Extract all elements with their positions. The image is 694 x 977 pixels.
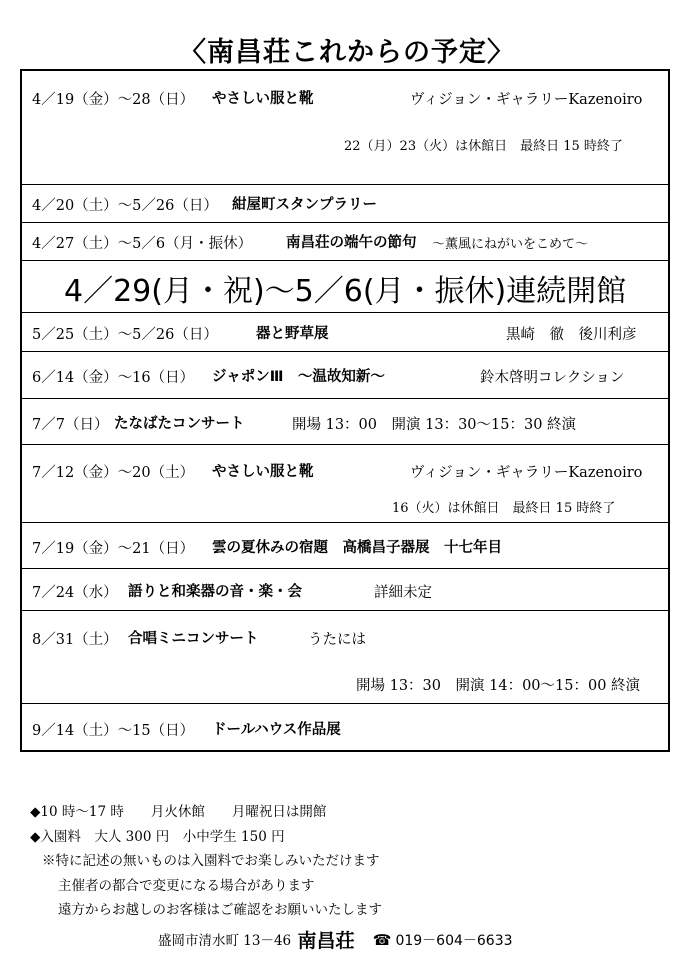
event-name: 雲の夏休みの宿題 高橋昌子器展 十七年目 <box>212 540 502 556</box>
opening-hours: ◆10 時～17 時 月火休館 月曜祝日は開館 <box>30 804 327 820</box>
event-row-9 <box>22 523 668 569</box>
event-name: たなばたコンサート <box>114 416 245 432</box>
event-date: 9／14（土）～15（日） <box>32 723 195 739</box>
event-people: 黒崎 徹 後川利彦 <box>506 327 637 343</box>
phone-number[interactable]: 019－604－6633 <box>395 933 513 949</box>
event-row-10 <box>22 569 668 611</box>
event-date: 7／7（日） <box>32 417 109 433</box>
event-venue: ヴィジョン・ギャラリーKazenoiro <box>410 92 643 108</box>
event-name: 合唱ミニコンサート <box>128 631 259 647</box>
phone-icon: ☎ <box>372 931 392 949</box>
event-row-7 <box>22 399 668 445</box>
event-name: 語りと和楽器の音・楽・会 <box>128 584 302 600</box>
event-name: 器と野草展 <box>256 326 329 342</box>
event-row-11 <box>22 611 668 704</box>
schedule-table <box>20 69 670 752</box>
address: 盛岡市清水町 13－46 <box>158 933 292 949</box>
event-time: 開場 13：00 開演 13：30～15：30 終演 <box>292 417 577 433</box>
event-date: 8／31（土） <box>32 632 118 648</box>
event-name: ドールハウス作品展 <box>212 722 341 738</box>
event-name: ジャポンⅢ ～温故知新～ <box>212 369 385 385</box>
note-line: 主催者の都合で変更になる場合があります <box>58 877 315 894</box>
event-venue: ヴィジョン・ギャラリーKazenoiro <box>410 465 643 481</box>
event-row-12 <box>22 704 668 750</box>
event-performer: うたには <box>308 632 366 648</box>
open-period-banner: 4／29(月・祝)～5／6(月・振休)連続開館 <box>64 274 627 309</box>
event-row-4 <box>22 261 668 313</box>
event-name: やさしい服と靴 <box>212 91 314 107</box>
event-date: 4／27（土）～5／6（月・振休） <box>32 236 253 252</box>
event-name: やさしい服と靴 <box>212 464 314 480</box>
event-date: 4／19（金）～28（日） <box>32 92 195 108</box>
venue-name: 南昌荘 <box>297 930 355 952</box>
event-row-3 <box>22 223 668 261</box>
event-date: 7／12（金）～20（土） <box>32 465 195 481</box>
event-note: 22（月）23（火）は休館日 最終日 15 時終了 <box>344 139 623 154</box>
event-note: 詳細未定 <box>374 585 432 601</box>
event-name: 紺屋町スタンプラリー <box>232 197 377 213</box>
event-row-2 <box>22 185 668 223</box>
event-date: 6／14（金）～16（日） <box>32 370 195 386</box>
note-line: ※特に記述の無いものは入園料でお楽しみいただけます <box>42 853 380 869</box>
event-row-6 <box>22 352 668 399</box>
event-note: 16（火）は休館日 最終日 15 時終了 <box>392 501 616 516</box>
event-name: 南昌荘の端午の節句 <box>286 235 417 251</box>
event-collection: 鈴木啓明コレクション <box>480 370 625 386</box>
note-line: 遠方からお越しのお客様はご確認をお願いいたします <box>58 902 382 918</box>
page-title: 〈南昌荘これからの予定〉 <box>179 37 515 68</box>
event-date: 5／25（土）～5／26（日） <box>32 327 218 343</box>
footer <box>158 926 513 953</box>
event-date: 7／24（水） <box>32 585 118 601</box>
event-date: 7／19（金）～21（日） <box>32 541 195 557</box>
event-row-8 <box>22 445 668 523</box>
event-date: 4／20（土）～5／26（日） <box>32 198 218 214</box>
event-row-1 <box>22 71 668 185</box>
event-row-5 <box>22 313 668 352</box>
event-time: 開場 13：30 開演 14：00～15：00 終演 <box>356 678 641 694</box>
admission-fee: ◆入園料 大人 300 円 小中学生 150 円 <box>30 828 285 845</box>
event-subtitle: ～薫風にねがいをこめて～ <box>432 237 589 252</box>
info-notes <box>30 800 382 923</box>
